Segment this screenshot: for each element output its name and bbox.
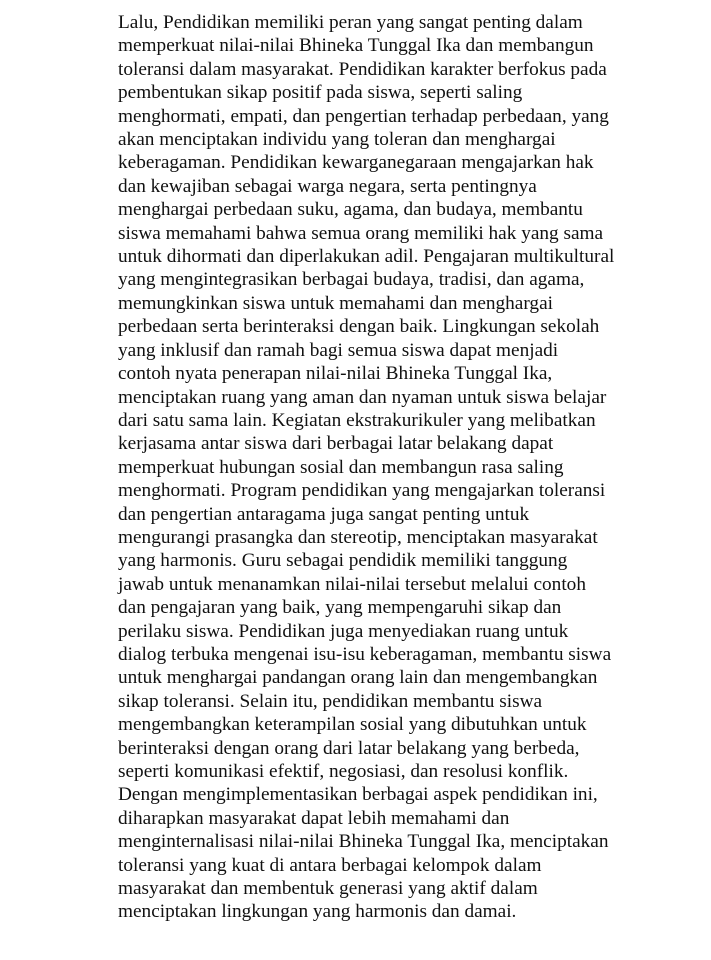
paragraph-line: akan menciptakan individu yang toleran dan menghargai: [118, 129, 556, 151]
paragraph-line: untuk dihormati dan diperlakukan adil. Pengajaran multikultural: [118, 246, 615, 268]
paragraph-line: perbedaan serta berinteraksi dengan baik. Lingkungan sekolah: [118, 316, 600, 338]
paragraph-line: berinteraksi dengan orang dari latar belakang yang berbeda,: [118, 737, 580, 759]
paragraph-line: menghormati. Program pendidikan yang mengajarkan toleransi: [118, 480, 606, 502]
paragraph-line: mengurangi prasangka dan stereotip, menciptakan masyarakat: [118, 526, 598, 548]
paragraph-line: jawab untuk menanamkan nilai-nilai tersebut melalui contoh: [118, 573, 586, 595]
paragraph-line: Dengan mengimplementasikan berbagai aspek pendidikan ini,: [118, 784, 598, 806]
paragraph-line: menciptakan lingkungan yang harmonis dan damai.: [118, 901, 517, 923]
paragraph-line: untuk menghargai pandangan orang lain dan mengembangkan: [118, 667, 598, 689]
paragraph-line: memperkuat nilai-nilai Bhineka Tunggal Ika dan membangun: [118, 35, 594, 57]
paragraph-line: menginternalisasi nilai-nilai Bhineka Tunggal Ika, menciptakan: [118, 831, 609, 853]
paragraph-line: yang harmonis. Guru sebagai pendidik memiliki tanggung: [118, 550, 568, 572]
paragraph-line: yang mengintegrasikan berbagai budaya, tradisi, dan agama,: [118, 269, 585, 291]
paragraph-line: memungkinkan siswa untuk memahami dan menghargai: [118, 292, 553, 314]
paragraph-line: menghargai perbedaan suku, agama, dan budaya, membantu: [118, 199, 583, 221]
paragraph-line: Lalu, Pendidikan memiliki peran yang sangat penting dalam: [118, 12, 583, 33]
paragraph-line: dan kewajiban sebagai warga negara, serta pentingnya: [118, 175, 537, 197]
paragraph-line: contoh nyata penerapan nilai-nilai Bhineka Tunggal Ika,: [118, 363, 553, 385]
paragraph-line: menciptakan ruang yang aman dan nyaman untuk siswa belajar: [118, 386, 607, 408]
paragraph-line: dialog terbuka mengenai isu-isu keberagaman, membantu siswa: [118, 643, 612, 665]
paragraph-line: kerjasama antar siswa dari berbagai latar belakang dapat: [118, 433, 554, 455]
paragraph-line: dan pengertian antaragama juga sangat penting untuk: [118, 503, 530, 525]
paragraph-line: memperkuat hubungan sosial dan membangun rasa saling: [118, 456, 564, 478]
paragraph-line: mengembangkan keterampilan sosial yang dibutuhkan untuk: [118, 714, 587, 736]
paragraph-line: siswa memahami bahwa semua orang memiliki hak yang sama: [118, 222, 604, 244]
paragraph-line: menghormati, empati, dan pengertian terhadap perbedaan, yang: [118, 105, 609, 127]
paragraph-line: dan pengajaran yang baik, yang mempengaruhi sikap dan: [118, 597, 562, 619]
paragraph-line: toleransi dalam masyarakat. Pendidikan karakter berfokus pada: [118, 58, 607, 80]
paragraph-line: yang inklusif dan ramah bagi semua siswa dapat menjadi: [118, 339, 559, 361]
paragraph-line: sikap toleransi. Selain itu, pendidikan membantu siswa: [118, 690, 543, 712]
paragraph-line: diharapkan masyarakat dapat lebih memahami dan: [118, 807, 510, 829]
paragraph-line: pembentukan sikap positif pada siswa, seperti saling: [118, 82, 523, 104]
body-paragraph: [118, 11, 638, 924]
paragraph-line: toleransi yang kuat di antara berbagai kelompok dalam: [118, 854, 542, 876]
paragraph-line: keberagaman. Pendidikan kewarganegaraan mengajarkan hak: [118, 152, 594, 174]
paragraph-line: dari satu sama lain. Kegiatan ekstrakurikuler yang melibatkan: [118, 409, 596, 431]
paragraph-line: seperti komunikasi efektif, negosiasi, dan resolusi konflik.: [118, 761, 569, 782]
paragraph-line: perilaku siswa. Pendidikan juga menyediakan ruang untuk: [118, 620, 569, 642]
paragraph-line: masyarakat dan membentuk generasi yang aktif dalam: [118, 878, 538, 900]
